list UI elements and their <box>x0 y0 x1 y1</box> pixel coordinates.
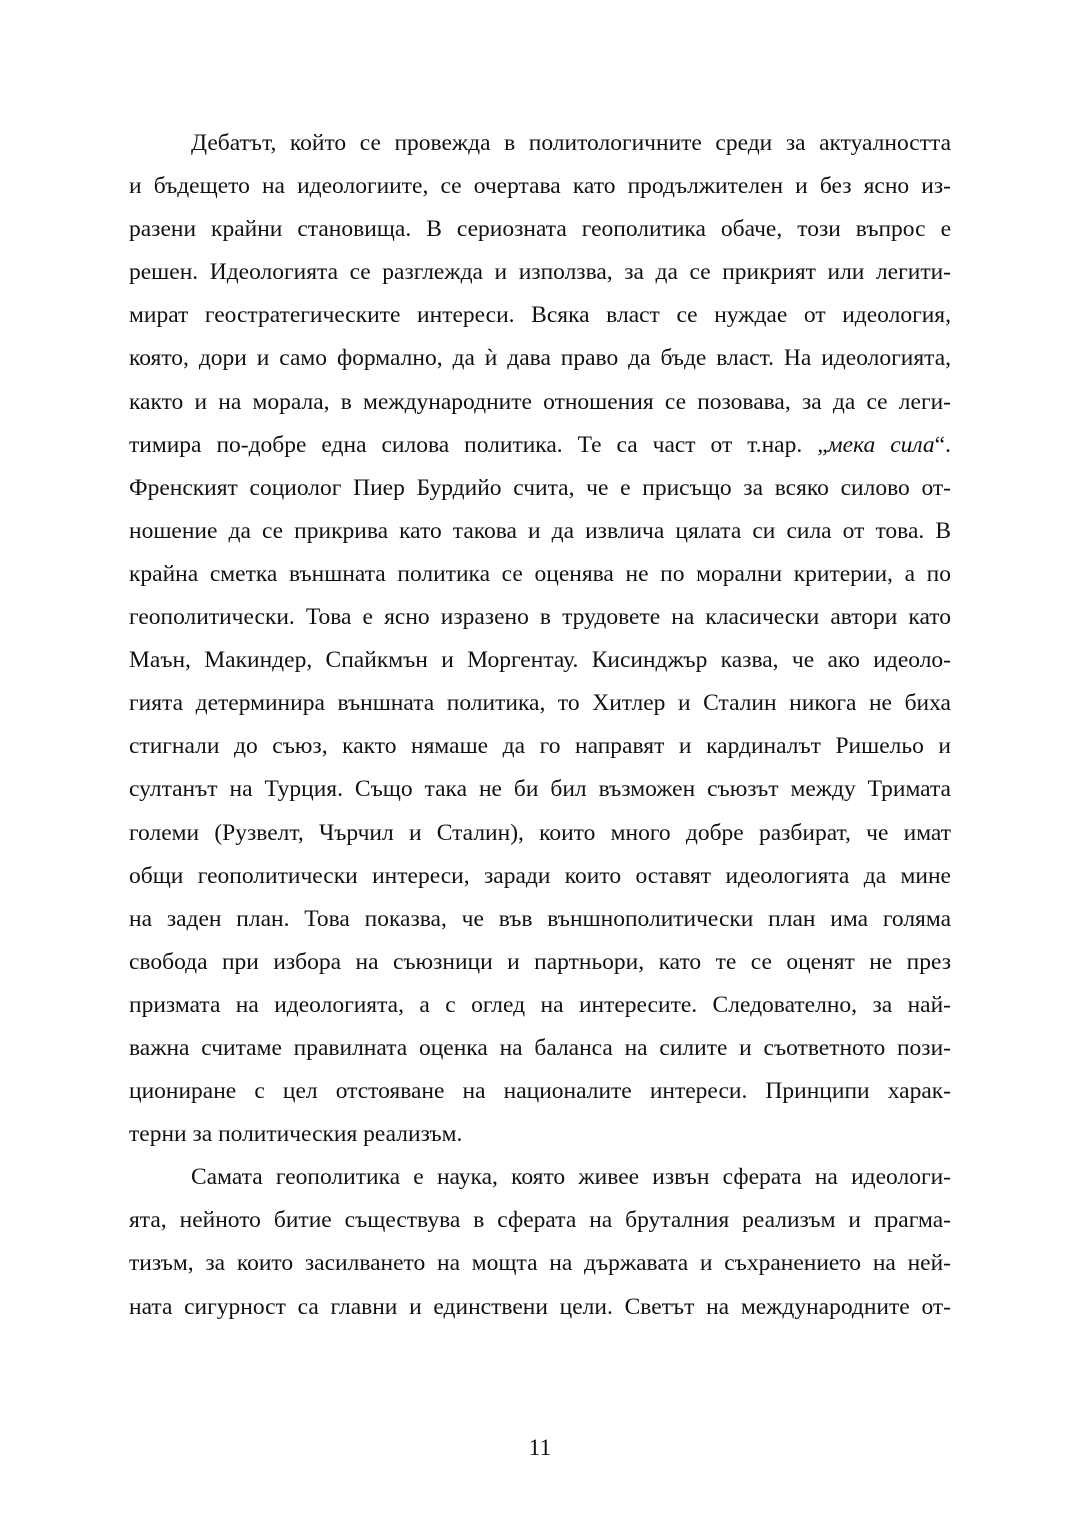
text-line: мират геостратегическите интереси. Всяка власт се нуждае от идеология, <box>129 302 951 329</box>
text-line: разени крайни становища. В сериозната геополитика обаче, този въпрос е <box>129 216 951 243</box>
paragraph-2 <box>129 1156 951 1328</box>
text-line: ята, нейното битие съществува в сферата на бруталния реализъм и прагма- <box>129 1207 951 1234</box>
text-line: султанът на Турция. Също така не би бил възможен съюзът между Тримата <box>129 776 951 803</box>
text-line: и бъдещето на идеологиите, се очертава като продължителен и без ясно из- <box>129 173 951 200</box>
paragraph-1 <box>129 122 951 1156</box>
text-line: както и на морала, в международните отношения се позовава, за да се леги- <box>129 388 951 415</box>
text-line: тизъм, за които засилването на мощта на държавата и съхранението на ней- <box>129 1250 951 1277</box>
text-line: геополитически. Това е ясно изразено в трудовете на класически автори като <box>129 604 951 631</box>
text-line: ната сигурност са главни и единствени цели. Светът на международните от- <box>129 1293 951 1320</box>
text-line: стигнали до съюз, както нямаше да го направят и кардиналът Ришельо и <box>129 733 951 760</box>
text-line: крайна сметка външната политика се оценява не по морални критерии, а по <box>129 560 951 587</box>
text-line: Маън, Макиндер, Спайкмън и Моргентау. Кисинджър казва, че ако идеоло- <box>129 647 951 674</box>
text-line: на заден план. Това показва, че във външнополитически план има голяма <box>129 905 951 932</box>
page-number: 11 <box>528 1435 552 1461</box>
text-line: Самата геополитика е наука, която живее извън сферата на идеологи- <box>191 1164 951 1191</box>
text-line: ношение да се прикрива като такова и да извлича цялата си сила от това. В <box>129 517 951 544</box>
text-line: циониране с цел отстояване на националите интереси. Принципи харак- <box>129 1078 951 1105</box>
body-text <box>129 122 951 1329</box>
text-line: терни за политическия реализъм. <box>129 1121 463 1148</box>
text-line: големи (Рузвелт, Чърчил и Сталин), които много добре разбират, че имат <box>129 819 951 846</box>
text-line: призмата на идеологията, а с оглед на интересите. Следователно, за най- <box>129 991 951 1018</box>
text-line: която, дори и само формално, да ѝ дава право да бъде власт. На идеологията, <box>129 345 951 372</box>
text-line: свобода при избора на съюзници и партньори, като те се оценят не през <box>129 948 951 975</box>
text-line: тимира по-добре една силова политика. Те са част от т.нар. „мека сила“. <box>129 431 951 458</box>
text-line: гията детерминира външната политика, то Хитлер и Сталин никога не биха <box>129 690 951 717</box>
text-line: Френският социолог Пиер Бурдийо счита, че е присъщо за всяко силово от- <box>129 474 951 501</box>
text-line: общи геополитически интереси, заради които оставят идеологията да мине <box>129 862 951 889</box>
italic-term: мека сила <box>827 431 935 458</box>
text-line: решен. Идеологията се разглежда и използва, за да се прикрият или легити- <box>129 259 951 286</box>
text-line: Дебатът, който се провежда в политологичните среди за актуалността <box>191 130 951 156</box>
text-line: важна считаме правилната оценка на баланса на силите и съответното пози- <box>129 1034 951 1061</box>
